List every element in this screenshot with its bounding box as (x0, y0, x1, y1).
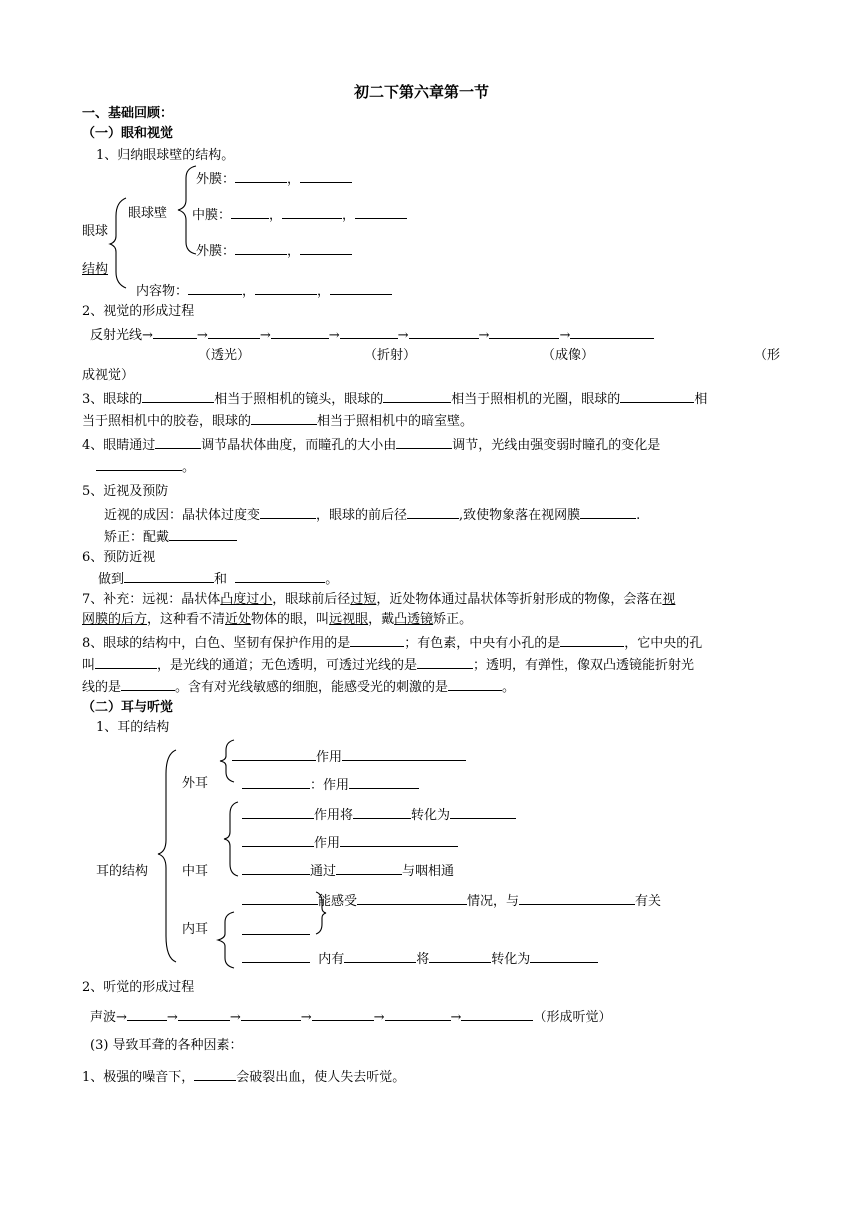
text-fragment: 作用 (314, 836, 341, 851)
text-fragment: 将 (416, 952, 430, 967)
text-fragment: ，近处物体通过晶状体等折射形成的物像，会落在 (376, 592, 663, 607)
q4-line-1 (82, 436, 660, 454)
text-fragment: （形成听觉） (533, 1010, 612, 1025)
answer-blank[interactable] (194, 1068, 236, 1081)
answer-blank[interactable] (560, 634, 624, 647)
text-fragment: 有关 (635, 894, 662, 909)
text-fragment: → (559, 328, 571, 343)
ear-root-brace (156, 748, 180, 964)
answer-blank[interactable] (519, 892, 635, 905)
text-fragment: . (636, 508, 641, 523)
answer-blank[interactable] (235, 242, 287, 255)
q1-wall-label: 眼球壁 (128, 206, 168, 221)
text-fragment: 会破裂出血，使人失去听觉。 (236, 1070, 406, 1085)
ear-inner-brace (216, 910, 238, 970)
answer-blank[interactable] (450, 806, 516, 819)
ear-middle-row-1 (242, 806, 516, 824)
text-fragment: ，它中央的孔 (624, 636, 703, 651)
answer-blank[interactable] (242, 950, 310, 963)
answer-blank[interactable] (242, 776, 310, 789)
q1-middle-row (192, 206, 407, 224)
text-fragment: 7、补充：远视：晶状体 (82, 592, 221, 607)
text-fragment: 当于照相机中的胶卷，眼球的 (82, 414, 252, 429)
answer-blank[interactable] (241, 1008, 301, 1021)
text-fragment: 。 (502, 680, 516, 695)
text-fragment: 矫正：配戴 (104, 530, 170, 545)
q3-line-2 (82, 412, 473, 430)
q1-wall-brace (176, 164, 200, 256)
text-fragment: → (166, 1010, 178, 1025)
ear-outer-row-1 (232, 748, 466, 766)
text-fragment: ；透明，有弹性，像双凸透镜能折射光 (473, 658, 695, 673)
answer-blank[interactable] (242, 806, 314, 819)
text-fragment: → (259, 328, 271, 343)
text-fragment: ， (269, 208, 283, 223)
ear-middle-label: 中耳 (182, 864, 209, 879)
q1-eye-label: 眼球 (82, 224, 109, 239)
q10-label: (3) 导致耳聋的各种因素： (90, 1038, 243, 1053)
ear-structure-label: 1、耳的结构 (96, 720, 170, 735)
text-fragment: 相当于照相机的光圈，眼球的 (451, 392, 621, 407)
answer-blank[interactable] (153, 326, 197, 339)
text-fragment: 凸度过小 (220, 592, 273, 607)
answer-blank[interactable] (407, 506, 459, 519)
answer-blank[interactable] (489, 326, 559, 339)
subsection-eye-heading: （一）眼和视觉 (82, 126, 174, 141)
ear-inner-row-1 (242, 892, 661, 910)
text-fragment: 与咽相通 (402, 864, 455, 879)
text-fragment: 线的是 (82, 680, 122, 695)
text-fragment: 作用 (316, 750, 343, 765)
q6-label: 6、预防近视 (82, 550, 156, 565)
text-fragment: 4、眼睛通过 (82, 438, 156, 453)
answer-blank[interactable] (340, 834, 458, 847)
text-fragment: ， (342, 208, 356, 223)
answer-blank[interactable] (357, 892, 467, 905)
page-title: 初二下第六章第一节 (354, 83, 490, 101)
answer-blank[interactable] (300, 170, 352, 183)
text-fragment: 中膜： (192, 208, 232, 223)
text-fragment: ：作用 (310, 778, 350, 793)
text-fragment: 8、眼球的结构中，白色、坚韧有保护作用的是 (82, 636, 351, 651)
answer-blank[interactable] (95, 656, 157, 669)
answer-blank[interactable] (580, 506, 636, 519)
text-fragment: → (142, 328, 153, 343)
answer-blank[interactable] (121, 678, 175, 691)
q9-label: 2、听觉的形成过程 (82, 980, 195, 995)
text-fragment: → (229, 1010, 241, 1025)
answer-blank[interactable] (242, 862, 310, 875)
q2-chain (90, 326, 654, 344)
text-fragment: 网膜的后方 (82, 612, 148, 627)
answer-blank[interactable] (127, 1008, 167, 1021)
answer-blank[interactable] (530, 950, 598, 963)
answer-blank[interactable] (96, 458, 182, 471)
answer-blank[interactable] (255, 282, 317, 295)
text-fragment: 通过 (310, 864, 337, 879)
q5-fix (104, 528, 237, 546)
text-fragment: ,致使物象落在视网膜 (459, 508, 581, 523)
answer-blank[interactable] (330, 282, 392, 295)
answer-blank[interactable] (417, 656, 473, 669)
ear-inner-label: 内耳 (182, 922, 209, 937)
ear-inner-row-3 (242, 950, 598, 968)
text-fragment: 作用将 (314, 808, 354, 823)
text-fragment: → (196, 328, 208, 343)
text-fragment: ，戴 (368, 612, 395, 627)
answer-blank[interactable] (235, 570, 325, 583)
q1-structure-label: 结构 (82, 262, 109, 277)
text-fragment: 物体的眼，叫 (251, 612, 330, 627)
answer-blank[interactable] (312, 1008, 374, 1021)
q1-outer-row (196, 170, 352, 188)
q3-line-1 (82, 390, 707, 408)
q2-label: 2、视觉的形成过程 (82, 304, 195, 319)
text-fragment: 情况，与 (467, 894, 520, 909)
answer-blank[interactable] (231, 206, 269, 219)
ear-outer-brace (218, 738, 238, 784)
answer-blank[interactable] (340, 326, 398, 339)
text-fragment: ， (287, 244, 301, 259)
text-fragment: 相当于照相机中的暗室壁。 (317, 414, 474, 429)
answer-blank[interactable] (235, 170, 287, 183)
answer-blank[interactable] (396, 436, 452, 449)
answer-blank[interactable] (271, 326, 329, 339)
q1-eye-brace (108, 196, 130, 290)
text-fragment: → (300, 1010, 312, 1025)
q4-line-2 (96, 458, 195, 476)
text-fragment: 转化为 (491, 952, 531, 967)
q9-chain (90, 1008, 611, 1026)
q2-tag-3: （成像） (542, 348, 595, 363)
text-fragment: → (373, 1010, 385, 1025)
answer-blank[interactable] (242, 834, 314, 847)
text-fragment: 过短 (350, 592, 377, 607)
text-fragment: 近视的成因：晶状体过度变 (104, 508, 261, 523)
q1-contents-row (136, 282, 392, 300)
answer-blank[interactable] (353, 806, 411, 819)
answer-blank[interactable] (142, 390, 214, 403)
text-fragment: 相 (694, 392, 708, 407)
answer-blank[interactable] (336, 862, 402, 875)
text-fragment: ， (242, 284, 256, 299)
ear-middle-row-3 (242, 862, 454, 880)
text-fragment: 转化为 (411, 808, 451, 823)
q7-line-1 (82, 592, 675, 608)
answer-blank[interactable] (232, 748, 316, 761)
ear-root-label: 耳的结构 (96, 864, 149, 879)
text-fragment: ， (317, 284, 331, 299)
text-fragment: 和 (214, 572, 228, 587)
text-fragment: 相当于照相机的镜头，眼球的 (214, 392, 384, 407)
answer-blank[interactable] (242, 922, 310, 935)
answer-blank[interactable] (344, 950, 416, 963)
text-fragment: 1、极强的噪音下， (82, 1070, 195, 1085)
text-fragment: 视 (662, 592, 676, 607)
text-fragment: 外膜： (196, 172, 236, 187)
answer-blank[interactable] (300, 242, 352, 255)
text-fragment: 反射光线 (90, 328, 143, 343)
ear-middle-brace (222, 800, 242, 878)
answer-blank[interactable] (349, 776, 419, 789)
text-fragment: ，是光线的通道；无色透明，可透过光线的是 (157, 658, 418, 673)
text-fragment: ，眼球前后径 (272, 592, 351, 607)
text-fragment: 做到 (98, 572, 125, 587)
text-fragment: 外膜： (196, 244, 236, 259)
q5-label: 5、近视及预防 (82, 484, 169, 499)
text-fragment: 远视眼 (329, 612, 369, 627)
answer-blank[interactable] (251, 412, 317, 425)
answer-blank[interactable] (383, 390, 451, 403)
subsection-ear-heading: （二）耳与听觉 (82, 700, 174, 715)
answer-blank[interactable] (178, 1008, 230, 1021)
q7-line-2 (82, 612, 472, 628)
answer-blank[interactable] (188, 282, 242, 295)
text-fragment: 能感受 (318, 894, 358, 909)
text-fragment: 调节晶状体曲度，而瞳孔的大小由 (201, 438, 397, 453)
ear-inner-row-2 (242, 922, 310, 940)
answer-blank[interactable] (570, 326, 654, 339)
q2-tail: 成视觉） (82, 368, 135, 383)
answer-blank[interactable] (429, 950, 491, 963)
answer-blank[interactable] (350, 634, 404, 647)
q8-line-1 (82, 634, 702, 652)
text-fragment: 。 (325, 572, 339, 587)
ear-outer-row-2 (242, 776, 419, 794)
section-heading: 一、基础回顾： (82, 106, 174, 121)
answer-blank[interactable] (385, 1008, 451, 1021)
text-fragment: 矫正。 (433, 612, 473, 627)
q1-label: 1、归纳眼球壁的结构。 (96, 148, 235, 163)
answer-blank[interactable] (355, 206, 407, 219)
q6-row (98, 570, 338, 588)
answer-blank[interactable] (461, 1008, 533, 1021)
ear-inner-right-brace (314, 890, 328, 936)
answer-blank[interactable] (620, 390, 694, 403)
answer-blank[interactable] (342, 748, 466, 761)
q2-tag-4: （形 (754, 348, 781, 363)
text-fragment: ；有色素，中央有小孔的是 (404, 636, 561, 651)
text-fragment: 内容物： (136, 284, 189, 299)
text-fragment: 3、眼球的 (82, 392, 143, 407)
text-fragment: → (397, 328, 409, 343)
text-fragment: ，这种看不清 (147, 612, 226, 627)
answer-blank[interactable] (409, 326, 479, 339)
text-fragment: ，眼球的前后径 (316, 508, 408, 523)
answer-blank[interactable] (169, 528, 237, 541)
text-fragment: → (116, 1010, 127, 1025)
text-fragment: 内有 (318, 952, 345, 967)
q10-row (82, 1068, 405, 1086)
text-fragment: 声波 (90, 1010, 117, 1025)
text-fragment: ， (287, 172, 301, 187)
text-fragment: 调节，光线由强变弱时瞳孔的变化是 (452, 438, 661, 453)
text-fragment: → (478, 328, 490, 343)
answer-blank[interactable] (448, 678, 502, 691)
answer-blank[interactable] (155, 436, 201, 449)
text-fragment: 叫 (82, 658, 96, 673)
q5-cause (104, 506, 640, 524)
answer-blank[interactable] (260, 506, 316, 519)
q2-tag-2: （折射） (364, 348, 417, 363)
text-fragment: 。 (182, 460, 196, 475)
q1-outer2-row (196, 242, 352, 260)
answer-blank[interactable] (282, 206, 342, 219)
q8-line-2 (82, 656, 694, 674)
text-fragment: 近处 (225, 612, 252, 627)
ear-middle-row-2 (242, 834, 458, 852)
answer-blank[interactable] (242, 892, 318, 905)
text-fragment: → (450, 1010, 462, 1025)
text-fragment: 凸透镜 (394, 612, 434, 627)
answer-blank[interactable] (124, 570, 214, 583)
answer-blank[interactable] (208, 326, 260, 339)
text-fragment: 。含有对光线敏感的细胞，能感受光的刺激的是 (175, 680, 449, 695)
q8-line-3 (82, 678, 515, 696)
ear-outer-label: 外耳 (182, 776, 209, 791)
text-fragment: → (328, 328, 340, 343)
q2-tag-1: （透光） (198, 348, 251, 363)
